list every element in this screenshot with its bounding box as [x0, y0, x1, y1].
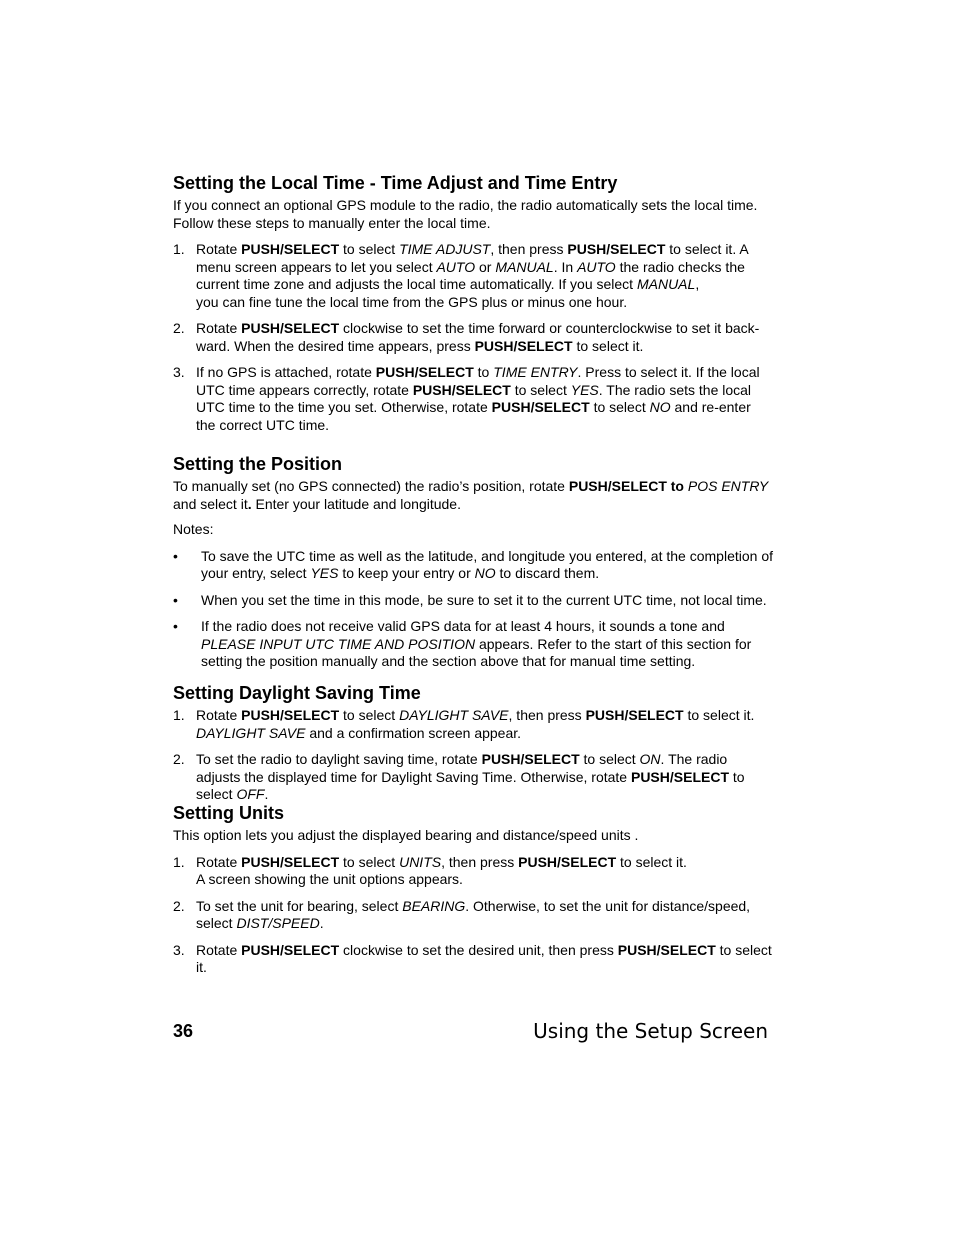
bold-text: PUSH/SELECT	[481, 751, 580, 767]
text-run: Rotate	[196, 320, 242, 336]
text-run: and a confirmation screen appear.	[305, 724, 522, 741]
step-item	[173, 364, 773, 434]
italic-text: BEARING	[402, 897, 466, 914]
text-run: . In	[553, 258, 578, 275]
text-run: .	[319, 915, 324, 931]
bold-text: PUSH/SELECT	[474, 337, 573, 354]
bold-text: PUSH/SELECT	[375, 364, 474, 380]
steps-list	[173, 707, 773, 804]
italic-text: YES	[310, 565, 339, 581]
italic-text: OFF	[236, 786, 265, 802]
text-run: to select it.	[196, 941, 772, 975]
bold-text: PUSH/SELECT	[585, 707, 684, 723]
bold-text: PUSH/SELECT	[241, 853, 340, 870]
section-daylight-saving	[173, 682, 773, 804]
italic-text: NO	[649, 399, 671, 415]
steps-list	[173, 241, 773, 434]
text-run: to select	[510, 381, 571, 398]
italic-text: MANUAL	[636, 276, 696, 292]
italic-text: YES	[570, 381, 599, 398]
text-run: . Otherwise, to set the unit for distance/speed, select	[196, 897, 751, 931]
bold-text: PUSH/SELECT to	[568, 478, 684, 494]
italic-text: DAYLIGHT SAVE	[196, 724, 306, 741]
text-run: to select	[339, 707, 400, 723]
italic-text: TIME ENTRY	[493, 364, 578, 380]
section-units	[173, 802, 773, 977]
text-run: to select	[339, 241, 400, 257]
italic-text: TIME ADJUST	[399, 241, 491, 257]
italic-text: DAYLIGHT SAVE	[399, 707, 509, 723]
section-heading: Setting Daylight Saving Time	[173, 683, 421, 703]
note-item	[173, 592, 773, 610]
text-run: to select it.	[616, 853, 687, 870]
text-run: clockwise to set the desired unit, then press	[339, 941, 618, 958]
section-intro	[173, 478, 773, 513]
text-run: to select it. A menu screen appears to let you select	[196, 241, 748, 275]
step-number: 2.	[173, 751, 185, 767]
text-run: Rotate	[196, 853, 242, 870]
step-number: 3.	[173, 941, 185, 958]
text-run: To save the UTC time as well as the latitude, and longitude you entered, at the completion of your entry, select	[201, 547, 773, 581]
note-item	[173, 548, 773, 583]
section-local-time	[173, 172, 773, 434]
step-item	[173, 942, 773, 977]
text-run: If the radio does not receive valid GPS data for at least 4 hours, it sounds a tone and	[201, 618, 725, 634]
step-number: 2.	[173, 320, 185, 336]
text-run: . Press to select it. If the local UTC time appears correctly, rotate	[196, 364, 760, 398]
text-run: Rotate	[196, 241, 242, 257]
italic-text: UNITS	[399, 853, 442, 870]
text-run: , then press	[508, 707, 586, 723]
bold-text: PUSH/SELECT	[491, 399, 590, 415]
bold-text: PUSH/SELECT	[630, 768, 729, 785]
bold-text: PUSH/SELECT	[241, 320, 340, 336]
step-number: 2.	[173, 897, 185, 914]
italic-text: DIST/SPEED	[236, 915, 320, 931]
section-intro: If you connect an optional GPS module to the radio, the radio automatically sets the local time. Follow these steps to manually enter the local time.	[173, 197, 758, 231]
text-run: To manually set (no GPS connected) the radio’s position, rotate	[173, 478, 569, 494]
text-run: ,	[695, 276, 700, 292]
step-item	[173, 241, 773, 311]
step-item	[173, 707, 773, 742]
italic-text: NO	[474, 565, 496, 581]
notes-label: Notes:	[173, 521, 214, 537]
text-run: to select	[589, 399, 650, 415]
italic-text: POS ENTRY	[687, 478, 769, 494]
text-run: To set the unit for bearing, select	[196, 897, 403, 914]
step-item	[173, 320, 773, 355]
text-run: Rotate	[196, 707, 242, 723]
text-run: to keep your entry or	[338, 565, 475, 581]
bullet-icon: •	[173, 591, 178, 608]
text-run: When you set the time in this mode, be sure to set it to the current UTC time, not local time.	[201, 591, 767, 608]
section-heading: Setting the Local Time - Time Adjust and Time Entry	[173, 173, 618, 193]
text-run: to select	[579, 751, 640, 767]
page-number: 36	[173, 1021, 194, 1041]
step-number: 1.	[173, 707, 185, 723]
italic-text: AUTO	[577, 258, 616, 275]
text-run: you can fine tune the local time from the GPS plus or minus one hour.	[196, 293, 628, 310]
steps-list	[173, 854, 773, 977]
text-run: , then press	[490, 241, 568, 257]
step-item	[173, 751, 773, 804]
text-run: . The radio adjusts the displayed time for Daylight Saving Time. Otherwise, rotate	[196, 751, 728, 785]
step-number: 3.	[173, 364, 185, 380]
text-run: . The radio sets the local UTC time to the time you set. Otherwise, rotate	[196, 381, 752, 415]
step-item	[173, 898, 773, 933]
text-run: to	[473, 364, 494, 380]
bold-text: PUSH/SELECT	[518, 853, 617, 870]
bullet-icon: •	[173, 547, 178, 564]
text-run: to select	[339, 853, 400, 870]
section-heading: Setting the Position	[173, 454, 342, 474]
text-run: , then press	[441, 853, 519, 870]
text-run: .	[264, 786, 269, 802]
note-item	[173, 618, 773, 671]
text-run: to select it.	[572, 337, 644, 354]
bold-text: PUSH/SELECT	[617, 941, 716, 958]
italic-text: MANUAL	[495, 258, 554, 275]
bold-text: PUSH/SELECT	[241, 241, 340, 257]
text-run: Rotate	[196, 941, 242, 958]
bold-text: PUSH/SELECT	[412, 381, 511, 398]
text-run: Enter your latitude and longitude.	[251, 495, 461, 512]
text-run: or	[475, 258, 496, 275]
text-run: and select it	[173, 495, 248, 512]
text-run: and re-enter the correct UTC time.	[196, 399, 751, 433]
text-run: A screen showing the unit options appears.	[196, 871, 463, 887]
italic-text: AUTO	[436, 258, 476, 275]
text-run: appears. Refer to the start of this section for setting the position manually and the section above that for manual time setting.	[201, 635, 752, 669]
notes-list	[173, 548, 773, 671]
bold-text: PUSH/SELECT	[241, 941, 340, 958]
bullet-icon: •	[173, 618, 178, 634]
text-run: clockwise to set the time forward or counterclockwise to set it back-ward. When the desired time appears, press	[196, 320, 760, 354]
bold-text: PUSH/SELECT	[567, 241, 666, 257]
text-run: to discard them.	[495, 565, 600, 581]
footer-title: Using the Setup Screen	[533, 1019, 768, 1043]
section-heading: Setting Units	[173, 803, 284, 823]
step-number: 1.	[173, 241, 185, 257]
text-run: the radio checks the current time zone and adjusts the local time automatically. If you select	[196, 258, 745, 292]
italic-text: PLEASE INPUT UTC TIME AND POSITION	[201, 635, 476, 652]
step-item	[173, 854, 773, 889]
section-position	[173, 453, 773, 671]
italic-text: ON	[639, 751, 661, 767]
text-run: If no GPS is attached, rotate	[196, 364, 376, 380]
text-run: to select	[196, 768, 745, 802]
step-number: 1.	[173, 853, 185, 870]
text-run: to select it.	[683, 707, 755, 723]
section-intro: This option lets you adjust the displayed bearing and distance/speed units .	[173, 827, 639, 843]
bold-text: PUSH/SELECT	[241, 707, 340, 723]
bold-text: .	[247, 495, 252, 512]
text-run: To set the radio to daylight saving time, rotate	[196, 751, 482, 767]
